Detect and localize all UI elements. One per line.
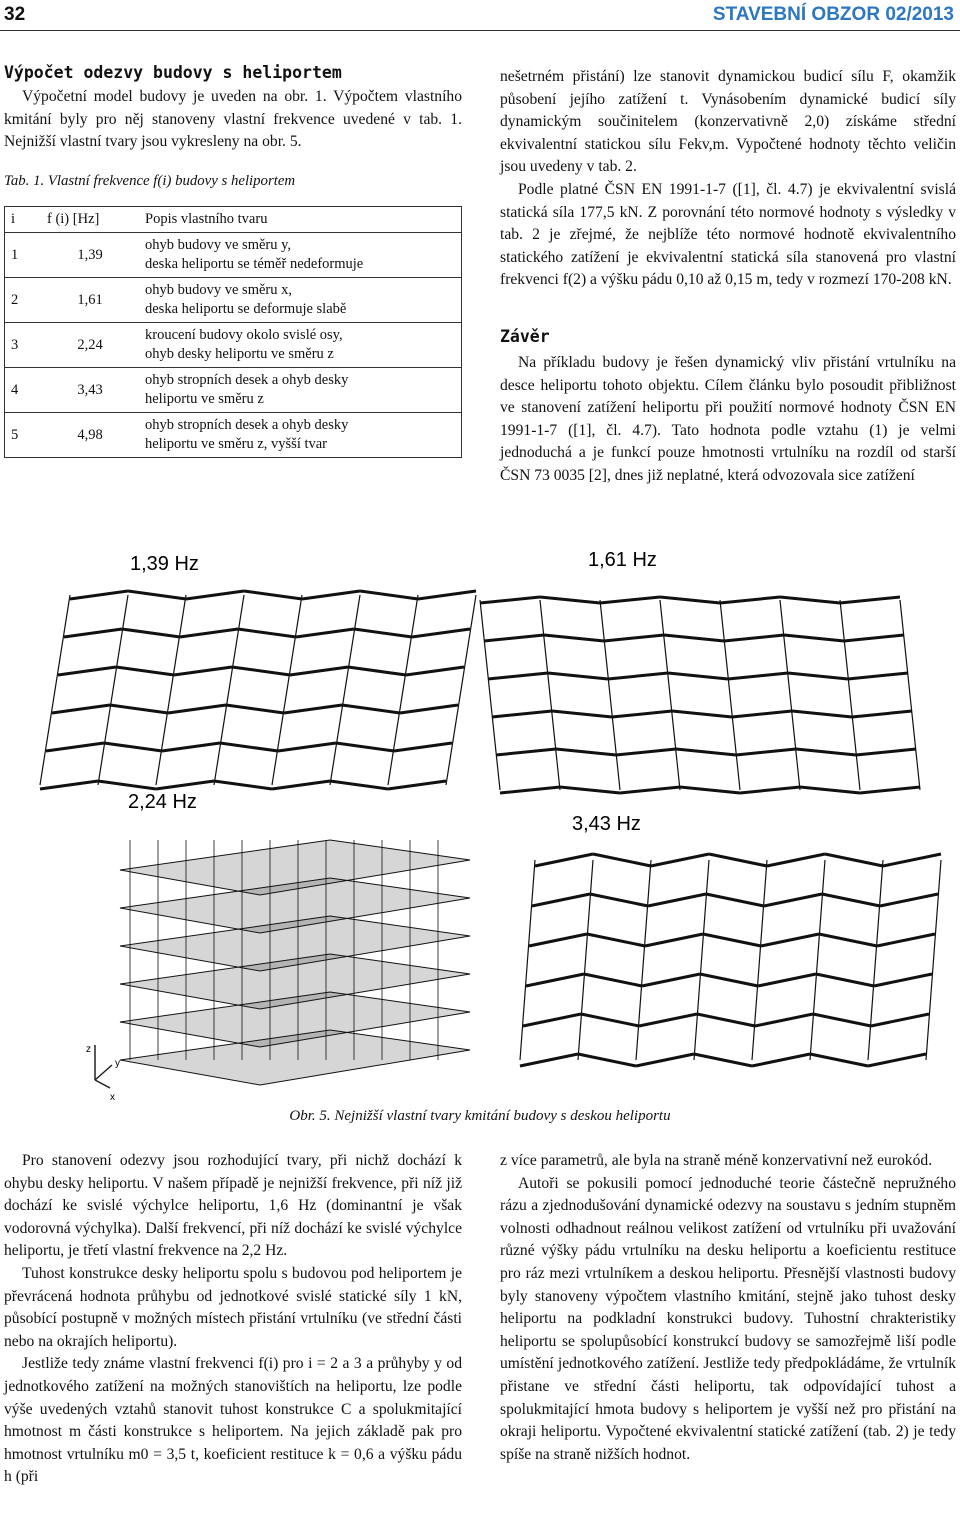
column-line <box>458 671 464 709</box>
top-left-column <box>4 62 462 458</box>
table-row <box>5 368 462 413</box>
floor-beam <box>535 854 593 866</box>
description-line-1: ohyb stropních desek a ohyb desky <box>145 372 349 389</box>
axis-y-label: y <box>115 1058 120 1069</box>
header-rule <box>0 30 960 31</box>
table-row <box>5 278 462 323</box>
floor-beam <box>400 705 458 713</box>
floor-beam <box>156 781 214 789</box>
floor-beam <box>548 673 608 679</box>
floor-beam <box>664 635 724 641</box>
floor-beam <box>492 711 552 717</box>
mode-shape-3 <box>120 840 470 1085</box>
mode-shape-2 <box>480 597 920 793</box>
floor-beam <box>616 749 676 755</box>
floor-beam <box>526 974 584 986</box>
column-line <box>156 747 162 785</box>
floor-beam <box>796 749 856 755</box>
floor-beam <box>540 597 600 603</box>
floor-beam <box>122 629 180 637</box>
column-line <box>532 860 535 900</box>
floor-beam <box>544 635 604 641</box>
floor-beam <box>284 705 342 713</box>
floor-beam <box>226 705 284 713</box>
floor-beam <box>238 629 296 637</box>
column-line <box>214 747 220 785</box>
mode-shapes-figure <box>0 540 960 1110</box>
bottom-left-column <box>4 1150 462 1489</box>
floor-beam <box>64 629 122 637</box>
column-line <box>604 638 608 676</box>
table-header-row <box>5 207 462 233</box>
column-line <box>616 752 620 790</box>
bottom-right-paragraph-1: z více parametrů, ale byla na straně méně konzervativní než eurokód. <box>500 1152 933 1169</box>
column-line <box>540 600 544 638</box>
axis-y-line <box>95 1065 112 1080</box>
column-line <box>496 752 500 790</box>
floor-beam <box>642 974 700 986</box>
column-line <box>736 752 740 790</box>
column-line <box>912 714 916 752</box>
journal-title: STAVEBNÍ OBZOR 02/2013 <box>712 4 954 25</box>
floor-beam <box>104 743 162 751</box>
column-line <box>840 600 844 638</box>
mode-shapes-drawing <box>0 540 960 1110</box>
floor-beam <box>860 787 920 793</box>
column-line <box>336 709 342 747</box>
floor-beam <box>480 597 540 603</box>
floor-beam <box>819 934 877 946</box>
floor-beam <box>488 673 548 679</box>
description-line-1: kroucení budovy okolo svislé osy, <box>145 327 343 344</box>
column-line <box>406 633 412 671</box>
bottom-right-paragraph-2: Autoři se pokusili pomocí jednoduché teorie částečně nepružného rázu a zjednodušování dynamické odezvy na soustavu s jedním stupněm volnosti odhadnout reálnou velikost zatížení od vrtulníku při uvažování různé výšky pádu vrtulníku na desku heliportu a koeficientu restituce pro ráz mezi vrtulníkem a deskou heliportu. Přesnější vlastnosti budovy byly stanoveny výpočtem vlastního kmitání, stejně jako tuhost desky heliportu na podkladní konstrukci budovy. Tuhostní chrakteristiky heliportu se spolupůsobící konstrukcí budovy se samozřejmě liší podle umístění jednotkového zatížení. Jestliže tedy předpokládáme, že vrtulník přistane ve střední části heliportu, tak odpovídající tuhost a spolukmitající hmota budovy s heliportem je vyšší než pro přistání na okraji heliportu. Vypočtené ekvivalentní statické zatížení (tab. 2) je tedy spíše na straně nižších hodnot. <box>500 1174 956 1463</box>
floor-beam <box>709 854 767 866</box>
column-line <box>529 900 532 940</box>
column-line <box>523 980 526 1020</box>
floor-beam <box>394 743 452 751</box>
floor-beam <box>871 1014 929 1026</box>
floor-beam <box>552 711 612 717</box>
floor-beam <box>348 667 406 675</box>
bottom-left-paragraph-2: Tuhost konstrukce desky heliportu spolu s budovou pod heliportem je převrácená hodnota průhybu od jednotkové svislé statické síly 1 kN, působící postupně v možných místech přistání vrtulníku (ve střední části nebo na okrajích heliportu). <box>4 1264 462 1350</box>
column-line <box>64 595 70 633</box>
table-row <box>5 233 462 278</box>
column-line <box>284 671 290 709</box>
floor-beam <box>58 667 116 675</box>
floor-beam <box>852 711 912 717</box>
floor-beam <box>418 591 476 599</box>
column-line <box>552 714 556 752</box>
floor-beam <box>874 974 932 986</box>
column-line <box>232 633 238 671</box>
bottom-left-paragraph-3: Jestliže tedy známe vlastní frekvenci f(i) pro i = 2 a 3 a průhyby y od jednotkového zatížení na možných stanovištích na heliportu, lze podle výše uvedených vztahů stanovit tuhost konstrukce C a spolukmitající hmotnost m části konstrukce s heliportem. Na jejich základě pak pro hmotnost vrtulníku m0 = 3,5 t, koeficient restituce k = 0,6 a výšku pádu h (při <box>4 1355 462 1486</box>
right-paragraph-1: nešetrném přistání) lze stanovit dynamickou budicí sílu F, okamžik působení jejího zatížení t. Vynásobením dynamické budicí síly dynamickým součinitelem (konzervativně 2,0) získáme střední ekvivalentní statickou sílu Fekv,m. Vypočtené hodnoty těchto veličin jsou uvedeny v tab. 2. <box>500 68 956 176</box>
bottom-left-paragraph-1: Pro stanovení odezvy jsou rozhodující tvary, při nichž dochází k ohybu desky heliportu. V našem případě je nejnižší frekvence, při níž již dochází ke svislé výchylce heliportu, 1,6 Hz (dominantní je však vodorovná výchylka). Další frekvencí, při níž dochází ke svislé výchylce heliportu, je třetí vlastní frekvence na 2,2 Hz. <box>4 1152 462 1260</box>
cell-frequency: 4,98 <box>41 413 139 458</box>
floor-beam <box>720 597 780 603</box>
floor-beam <box>523 1014 581 1026</box>
floor-beam <box>700 974 758 986</box>
column-line <box>290 633 296 671</box>
right-paragraph-2: Podle platné ČSN EN 1991-1-7 ([1], čl. 4.7) je ekvivalentní svislá statická síla 177,5 kN. Z porovnání této normové hodnoty s výsledky v tab. 2 je zřejmé, že nejblíže této normové hodnotě ekvivalentního statického zatížení je ekvivalentní statická síla stanovená pro vlastní frekvenci f(2) a výšku pádu 0,10 až 0,15 m, tedy v rozmezí 170-208 kN. <box>500 180 956 289</box>
column-line <box>46 709 52 747</box>
floor-beam <box>584 974 642 986</box>
floor-beam <box>883 854 941 866</box>
column-line <box>412 595 418 633</box>
floor-beam <box>590 894 648 906</box>
column-line <box>932 940 935 980</box>
column-line <box>720 600 724 638</box>
column-line <box>168 671 174 709</box>
column-line <box>938 860 941 900</box>
floor-beam <box>703 934 761 946</box>
column-line <box>394 709 400 747</box>
floor-beam <box>244 591 302 599</box>
column-line <box>330 747 336 785</box>
column-line <box>544 638 548 676</box>
floor-beam <box>290 667 348 675</box>
floor-beam <box>70 591 128 599</box>
description-line-1: ohyb stropních desek a ohyb desky <box>145 417 349 434</box>
column-line <box>40 747 46 785</box>
description-line-1: ohyb budovy ve směru y, <box>145 237 292 254</box>
column-line <box>608 676 612 714</box>
cell-description <box>139 233 462 278</box>
floor-beam <box>556 749 616 755</box>
column-line <box>484 638 488 676</box>
floor-beam <box>732 711 792 717</box>
column-line <box>278 709 284 747</box>
frequency-table <box>4 206 462 458</box>
column-line <box>916 752 920 790</box>
cell-description <box>139 278 462 323</box>
column-line <box>98 747 104 785</box>
column-line <box>612 714 616 752</box>
floor-beam <box>578 1054 636 1066</box>
column-line <box>852 714 856 752</box>
column-line <box>796 752 800 790</box>
column-line <box>732 714 736 752</box>
floor-beam <box>764 894 822 906</box>
floor-beam <box>587 934 645 946</box>
floor-beam <box>354 629 412 637</box>
column-line <box>526 940 529 980</box>
floor-beam <box>800 787 860 793</box>
axis-z-label: z <box>86 1044 91 1055</box>
floor-beam <box>706 894 764 906</box>
column-line <box>388 747 394 785</box>
column-line <box>348 633 354 671</box>
column-line <box>668 676 672 714</box>
floor-beam <box>752 1054 810 1066</box>
header-i: i <box>5 207 42 233</box>
floor-beam <box>767 854 825 866</box>
floor-beam <box>342 705 400 713</box>
floor-beam <box>162 743 220 751</box>
axis-x-line <box>95 1080 110 1088</box>
table-row <box>5 413 462 458</box>
floor-beam <box>110 705 168 713</box>
floor-beam <box>52 705 110 713</box>
floor-beam <box>98 781 156 789</box>
column-line <box>354 595 360 633</box>
cell-description <box>139 368 462 413</box>
floor-beam <box>484 635 544 641</box>
column-line <box>935 900 938 940</box>
column-line <box>342 671 348 709</box>
column-line <box>52 671 58 709</box>
column-line <box>272 747 278 785</box>
floor-beam <box>186 591 244 599</box>
column-line <box>492 714 496 752</box>
cell-frequency: 3,43 <box>41 368 139 413</box>
column-line <box>464 633 470 671</box>
column-line <box>480 600 484 638</box>
floor-beam <box>529 934 587 946</box>
floor-beam <box>844 635 904 641</box>
column-line <box>676 752 680 790</box>
conclusion-title: Závěr <box>500 326 550 346</box>
column-line <box>848 676 852 714</box>
floor-beam <box>174 667 232 675</box>
floor-beam <box>296 629 354 637</box>
column-line <box>122 595 128 633</box>
floor-beam <box>40 781 98 789</box>
axis-triad <box>86 1044 120 1103</box>
figure-caption: Obr. 5. Nejnižší vlastní tvary kmitání budovy s deskou heliportu <box>289 1108 671 1124</box>
floor-beam <box>784 635 844 641</box>
floor-beam <box>792 711 852 717</box>
floor-beam <box>810 1054 868 1066</box>
floor-beam <box>761 934 819 946</box>
header-description: Popis vlastního tvaru <box>139 207 462 233</box>
floor-beam <box>724 635 784 641</box>
top-right-column <box>500 66 956 488</box>
floor-beam <box>180 629 238 637</box>
floor-beam <box>608 673 668 679</box>
description-line-1: ohyb budovy ve směru x, <box>145 282 292 299</box>
floor-beam <box>780 597 840 603</box>
column-line <box>400 671 406 709</box>
cell-i: 3 <box>5 323 42 368</box>
page-number: 32 <box>4 4 26 25</box>
floor-beam <box>496 749 556 755</box>
floor-beam <box>278 743 336 751</box>
column-line <box>856 752 860 790</box>
floor-beam <box>880 894 938 906</box>
floor-beam <box>604 635 664 641</box>
column-line <box>900 600 904 638</box>
floor-beam <box>694 1054 752 1066</box>
mode-label-3: 2,24 Hz <box>128 791 197 813</box>
floor-beam <box>660 597 720 603</box>
floor-beam <box>825 854 883 866</box>
conclusion-paragraph: Na příkladu budovy je řešen dynamický vliv přistání vrtulníku na desce heliportu tohoto objektu. Cílem článku bylo posoudit přibližnost ve stanovení zatížení heliportu při použití normové hodnoty ČSN EN 1991-1-7 ([1], čl. 4.7). Tato hodnota podle vztahu (1) je velmi jednoduchá a je funkcí pouze hmotnosti vrtulníku na rozdíl od starší ČSN 73 0035 [2], dnes již neplatné, která odvozovala sice zatížení <box>500 353 956 484</box>
cell-description <box>139 413 462 458</box>
floor-beam <box>600 597 660 603</box>
description-line-2: deska heliportu se téměř nedeformuje <box>145 256 364 273</box>
cell-i: 4 <box>5 368 42 413</box>
mode-shape-4 <box>520 854 941 1066</box>
floor-beam <box>581 1014 639 1026</box>
column-line <box>104 709 110 747</box>
floor-beam <box>755 1014 813 1026</box>
floor-beam <box>500 787 560 793</box>
floor-beam <box>788 673 848 679</box>
bottom-right-column <box>500 1150 956 1466</box>
column-line <box>908 676 912 714</box>
cell-description <box>139 323 462 368</box>
column-line <box>180 595 186 633</box>
description-line-2: deska heliportu se deformuje slabě <box>145 301 347 318</box>
floor-beam <box>697 1014 755 1026</box>
header-frequency: f (i) [Hz] <box>41 207 139 233</box>
floor-beam <box>813 1014 871 1026</box>
column-line <box>174 633 180 671</box>
description-line-2: ohyb desky heliportu ve směru z <box>145 346 334 363</box>
cell-frequency: 1,39 <box>41 233 139 278</box>
cell-i: 2 <box>5 278 42 323</box>
column-line <box>548 676 552 714</box>
floor-beam <box>272 781 330 789</box>
column-line <box>58 633 64 671</box>
floor-beam <box>758 974 816 986</box>
column-line <box>664 638 668 676</box>
floor-beam <box>612 711 672 717</box>
floor-beam <box>336 743 394 751</box>
table-caption: Tab. 1. Vlastní frekvence f(i) budovy s heliportem <box>4 172 296 189</box>
floor-beam <box>220 743 278 751</box>
column-line <box>452 709 458 747</box>
mode-label-2: 1,61 Hz <box>588 549 657 571</box>
floor-beam <box>406 667 464 675</box>
description-line-2: heliportu ve směru z, vyšší tvar <box>145 436 328 453</box>
column-line <box>724 638 728 676</box>
column-line <box>226 671 232 709</box>
column-line <box>929 980 932 1020</box>
floor-beam <box>593 854 651 866</box>
floor-beam <box>680 787 740 793</box>
floor-beam <box>388 781 446 789</box>
floor-slab <box>120 1030 470 1085</box>
floor-beam <box>330 781 388 789</box>
cell-frequency: 1,61 <box>41 278 139 323</box>
column-line <box>110 671 116 709</box>
floor-beam <box>648 894 706 906</box>
column-line <box>600 600 604 638</box>
floor-beam <box>676 749 736 755</box>
column-line <box>162 709 168 747</box>
floor-beam <box>532 894 590 906</box>
table-row <box>5 323 462 368</box>
floor-beam <box>651 854 709 866</box>
floor-beam <box>168 705 226 713</box>
floor-beam <box>46 743 104 751</box>
floor-beam <box>302 591 360 599</box>
description-line-2: heliportu ve směru z <box>145 391 264 408</box>
column-line <box>556 752 560 790</box>
floor-beam <box>868 1054 926 1066</box>
floor-beam <box>668 673 728 679</box>
column-line <box>660 600 664 638</box>
cell-i: 1 <box>5 233 42 278</box>
column-line <box>488 676 492 714</box>
column-line <box>926 1020 929 1060</box>
floor-beam <box>636 1054 694 1066</box>
column-line <box>220 709 226 747</box>
floor-beam <box>740 787 800 793</box>
floor-beam <box>412 629 470 637</box>
floor-beam <box>620 787 680 793</box>
floor-beam <box>645 934 703 946</box>
column-line <box>446 747 452 785</box>
column-line <box>470 595 476 633</box>
floor-beam <box>360 591 418 599</box>
floor-beam <box>728 673 788 679</box>
floor-beam <box>232 667 290 675</box>
floor-beam <box>520 1054 578 1066</box>
floor-beam <box>116 667 174 675</box>
floor-beam <box>822 894 880 906</box>
column-line <box>728 676 732 714</box>
intro-paragraph: Výpočetní model budovy je uveden na obr. 1. Výpočtem vlastního kmitání byly pro něj stanoveny vlastní frekvence uvedené v tab. 1. Nejnižší vlastní tvary jsou vykresleny na obr. 5. <box>4 88 462 151</box>
floor-beam <box>848 673 908 679</box>
column-line <box>904 638 908 676</box>
column-line <box>672 714 676 752</box>
page-header <box>0 0 960 30</box>
column-line <box>296 595 302 633</box>
column-line <box>788 676 792 714</box>
mode-label-1: 1,39 Hz <box>130 553 199 575</box>
mode-label-4: 3,43 Hz <box>572 813 641 835</box>
axis-x-label: x <box>110 1092 115 1103</box>
column-line <box>116 633 122 671</box>
floor-beam <box>840 597 900 603</box>
floor-beam <box>639 1014 697 1026</box>
floor-beam <box>214 781 272 789</box>
cell-frequency: 2,24 <box>41 323 139 368</box>
mode-shape-1 <box>40 591 476 789</box>
column-line <box>844 638 848 676</box>
floor-beam <box>560 787 620 793</box>
floor-beam <box>128 591 186 599</box>
section-title: Výpočet odezvy budovy s heliportem <box>4 63 342 82</box>
column-line <box>792 714 796 752</box>
column-line <box>520 1020 523 1060</box>
floor-beam <box>736 749 796 755</box>
floor-beam <box>877 934 935 946</box>
floor-beam <box>816 974 874 986</box>
cell-i: 5 <box>5 413 42 458</box>
column-line <box>780 600 784 638</box>
column-line <box>238 595 244 633</box>
column-line <box>784 638 788 676</box>
floor-beam <box>856 749 916 755</box>
floor-beam <box>672 711 732 717</box>
